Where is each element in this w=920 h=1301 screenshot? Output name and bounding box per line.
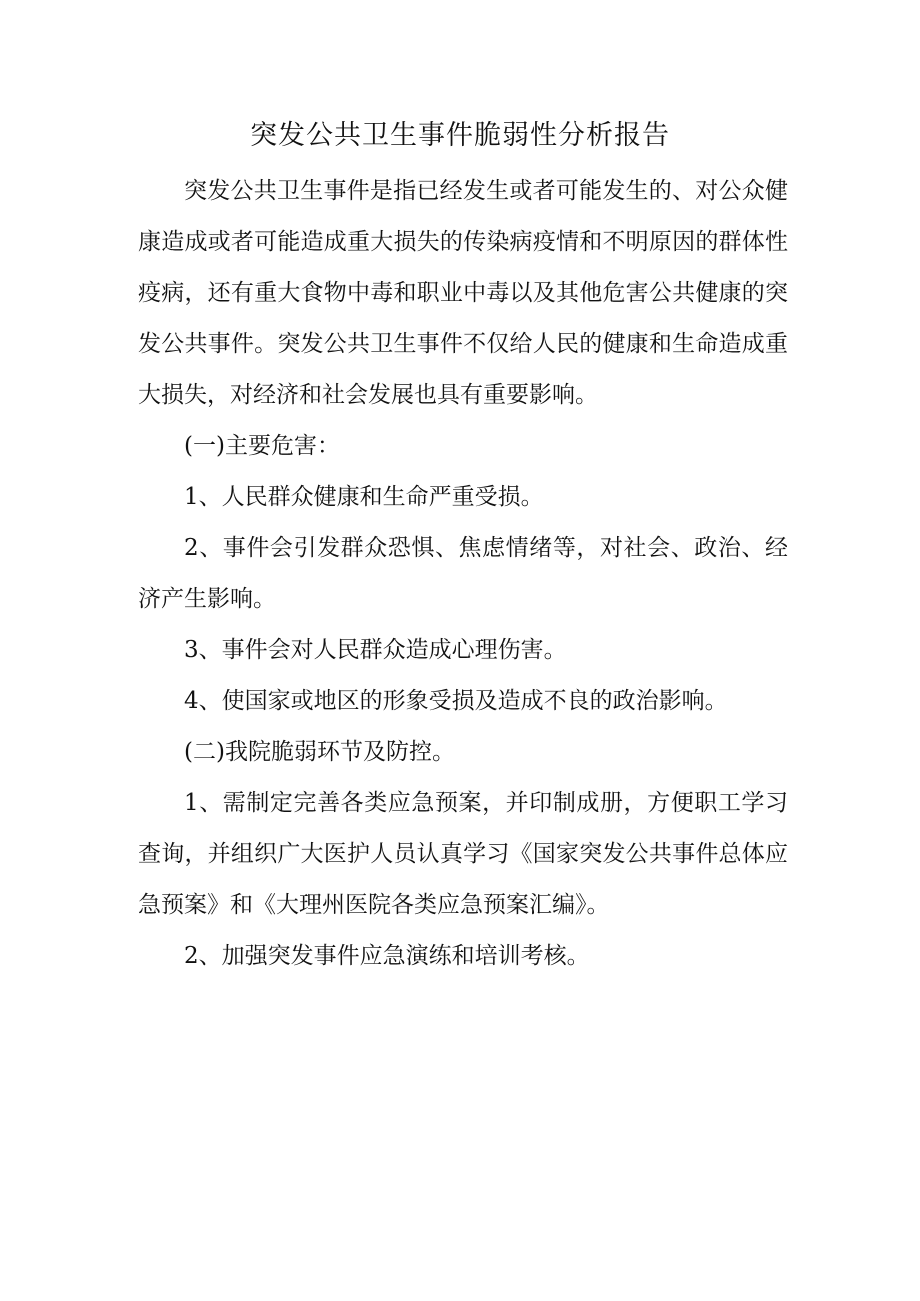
hazard-item-4: 4、使国家或地区的形象受损及造成不良的政治影响。 <box>184 688 728 714</box>
hazard-item-2: 2、事件会引发群众恐惧、焦虑情绪等，对社会、政治、经济产生影响。 <box>138 535 788 612</box>
section-heading-main-hazards: (一)主要危害： <box>184 433 340 459</box>
measure-item-2: 2、加强突发事件应急演练和培训考核。 <box>184 943 590 969</box>
intro-paragraph: 突发公共卫生事件是指已经发生或者可能发生的、对公众健康造成或者可能造成重大损失的传染病疫情和不明原因的群体性疫病，还有重大食物中毒和职业中毒以及其他危害公共健康的突发公共事件。突发公共卫生事件不仅给人民的健康和生命造成重大损失，对经济和社会发展也具有重要影响。 <box>138 178 788 408</box>
section-heading-weak-links: (二)我院脆弱环节及防控。 <box>184 739 455 765</box>
hazard-item-3: 3、事件会对人民群众造成心理伤害。 <box>184 637 567 663</box>
hazard-item-1: 1、人民群众健康和生命严重受损。 <box>184 484 544 510</box>
document-body <box>138 166 788 982</box>
document-title: 突发公共卫生事件脆弱性分析报告 <box>250 120 670 151</box>
measure-item-1: 1、需制定完善各类应急预案，并印制成册，方便职工学习查询，并组织广大医护人员认真学习《国家突发公共事件总体应急预案》和《大理州医院各类应急预案汇编》。 <box>138 790 788 918</box>
